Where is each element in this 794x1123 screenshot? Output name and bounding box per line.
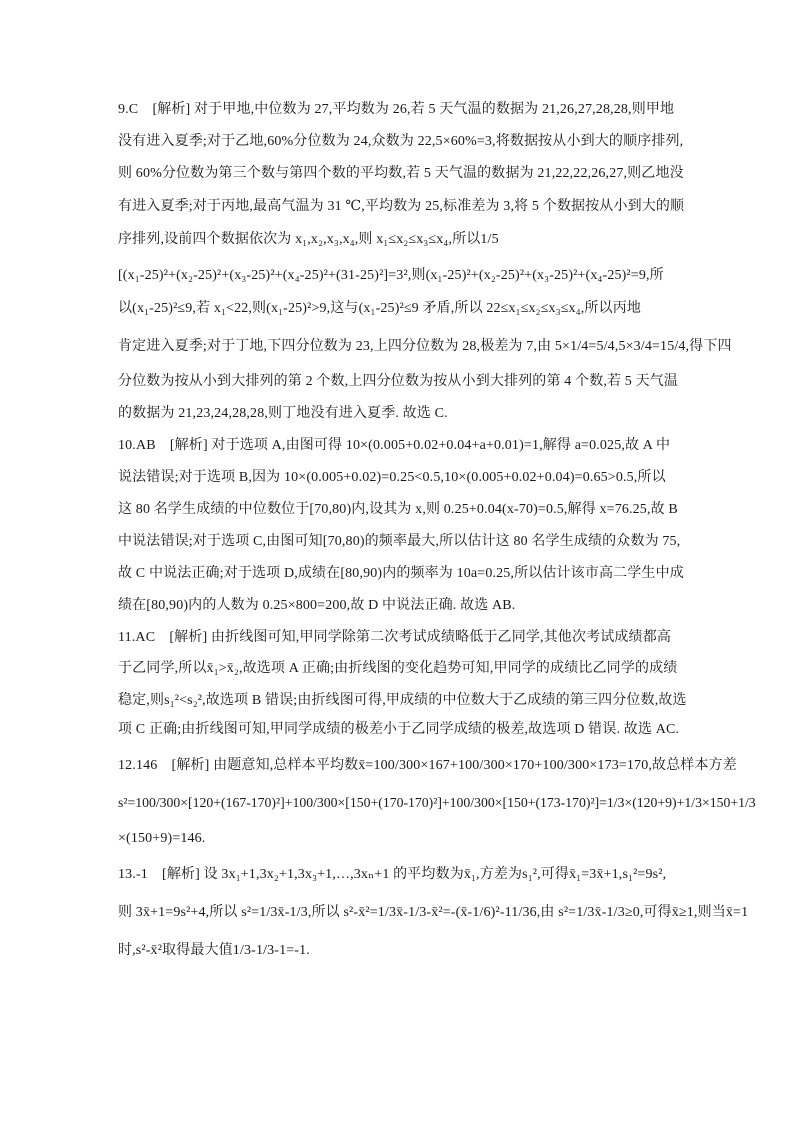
q10-line-2: 说法错误;对于选项 B,因为 10×(0.005+0.02)=0.25<0.5,10×(0.005+0.02+0.04)=0.65>0.5,所以 (118, 470, 666, 485)
q9-line-8: 肯定进入夏季;对于丁地,下四分位数为 23,上四分位数为 28,极差为 7,由 5×1/4=5/4,5×3/4=15/4,得下四 (118, 339, 732, 354)
q13-line-1: 13.-1 [解析] 设 3x₁+1,3x₂+1,3x₃+1,…,3xₙ+1 的平均数为x̄₁,方差为s₁²,可得x̄₁=3x̄+1,s₁²=9s², (118, 867, 667, 882)
q12-line-2: s²=100/300×[120+(167-170)²]+100/300×[150+(170-170)²]+100/300×[150+(173-170)²]=1/3×(120+9)+1/3×150+1/3 (118, 795, 756, 810)
q9-line-7: 以(x₁-25)²≤9,若 x₁<22,则(x₁-25)²>9,这与(x₁-25)²≤9 矛盾,所以 22≤x₁≤x₂≤x₃≤x₄,所以丙地 (118, 301, 641, 316)
q12-line-1: 12.146 [解析] 由题意知,总样本平均数x̄=100/300×167+100/300×170+100/300×173=170,故总样本方差 (118, 758, 737, 773)
q9-line-4: 有进入夏季;对于丙地,最高气温为 31 ℃,平均数为 25,标准差为 3,将 5 个数据按从小到大的顺 (118, 199, 685, 214)
q9-line-10: 的数据为 21,23,24,28,28,则丁地没有进入夏季. 故选 C. (118, 406, 448, 421)
q11-line-3: 稳定,则s₁²<s₂²,故选项 B 错误;由折线图可得,甲成绩的中位数大于乙成绩的第三四分位数,故选 (118, 693, 687, 708)
q9-line-5: 序排列,设前四个数据依次为 x₁,x₂,x₃,x₄,则 x₁≤x₂≤x₃≤x₄,所以1/5 (118, 232, 499, 247)
q10-line-3: 这 80 名学生成绩的中位数位于[70,80)内,设其为 x,则 0.25+0.04(x-70)=0.5,解得 x=76.25,故 B (118, 502, 678, 517)
q9-line-1: 9.C [解析] 对于甲地,中位数为 27,平均数为 26,若 5 天气温的数据为 21,26,27,28,28,则甲地 (118, 102, 675, 117)
q10-line-5: 故 C 中说法正确;对于选项 D,成绩在[80,90)内的频率为 10a=0.25,所以估计该市高二学生中成 (118, 566, 684, 581)
q11-line-4: 项 C 正确;由折线图可知,甲同学成绩的极差小于乙同学成绩的极差,故选项 D 错误. 故选 AC. (118, 722, 680, 737)
q10-line-1: 10.AB [解析] 对于选项 A,由图可得 10×(0.005+0.02+0.04+a+0.01)=1,解得 a=0.025,故 A 中 (118, 438, 671, 453)
q11-line-1: 11.AC [解析] 由折线图可知,甲同学除第二次考试成绩略低于乙同学,其他次考试成绩都高 (118, 630, 672, 645)
q13-line-3: 时,s²-x̄²取得最大值1/3-1/3-1=-1. (118, 943, 310, 958)
q9-line-6: [(x₁-25)²+(x₂-25)²+(x₃-25)²+(x₄-25)²+(31-25)²]=3²,则(x₁-25)²+(x₂-25)²+(x₃-25)²+(x₄-25)²=9,所 (118, 268, 664, 283)
q12-line-3: ×(150+9)=146. (118, 831, 206, 846)
q10-line-4: 中说法错误;对于选项 C,由图可知[70,80)的频率最大,所以估计这 80 名学生成绩的众数为 75, (118, 534, 681, 549)
q9-line-9: 分位数为按从小到大排列的第 2 个数,上四分位数为按从小到大排列的第 4 个数,若 5 天气温 (118, 374, 679, 389)
q9-line-2: 没有进入夏季;对于乙地,60%分位数为 24,众数为 22,5×60%=3,将数据按从小到大的顺序排列, (118, 134, 684, 149)
q13-line-2: 则 3x̄+1=9s²+4,所以 s²=1/3x̄-1/3,所以 s²-x̄²=1/3x̄-1/3-x̄²=-(x̄-1/6)²-11/36,由 s²=1/3x̄-1/3≥0,可得x̄≥1,则当x̄=1 (118, 905, 749, 920)
q9-line-3: 则 60%分位数为第三个数与第四个数的平均数,若 5 天气温的数据为 21,22,22,26,27,则乙地没 (118, 166, 684, 181)
q10-line-6: 绩在[80,90)内的人数为 0.25×800=200,故 D 中说法正确. 故选 AB. (118, 598, 516, 613)
q11-line-2: 于乙同学,所以x̄₁>x̄₂,故选项 A 正确;由折线图的变化趋势可知,甲同学的成绩比乙同学的成绩 (118, 661, 678, 676)
